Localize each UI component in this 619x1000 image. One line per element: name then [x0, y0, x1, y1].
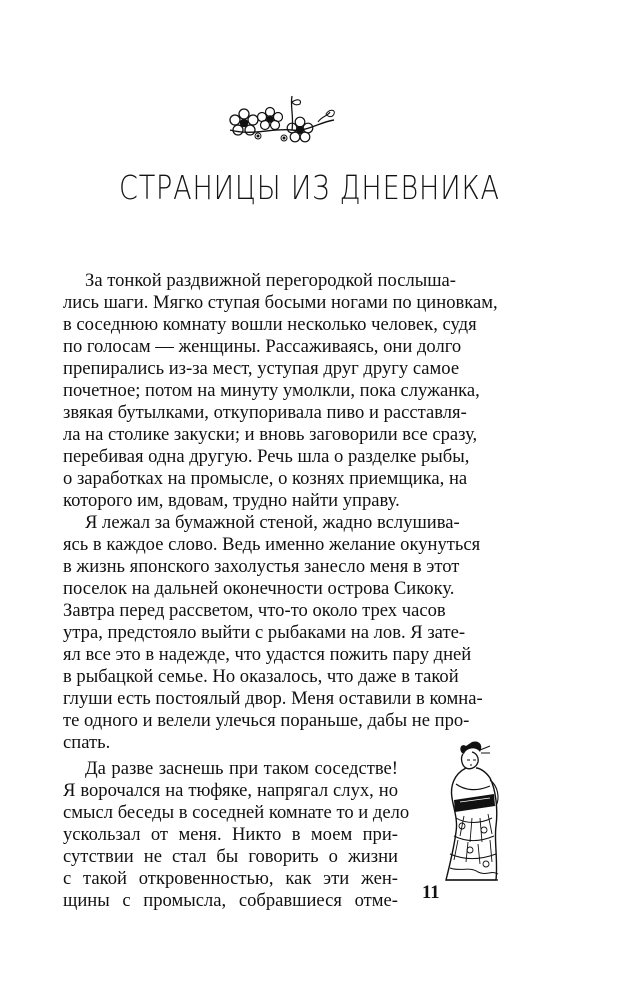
text-line: ла на столике закуски; и вновь заговорили все сразу, — [63, 424, 478, 445]
text-line: которого им, вдовам, трудно найти управу. — [63, 490, 400, 511]
text-line: Я лежал за бумажной стеной, жадно вслушива- — [85, 512, 460, 533]
chapter-title: СТРАНИЦЫ ИЗ ДНЕВНИКА — [118, 168, 500, 207]
text-line: о заработках на промысле, о кознях приемщика, на — [63, 468, 468, 489]
text-line: лись шаги. Мягко ступая босыми ногами по циновкам, — [63, 292, 498, 313]
page-number: 11 — [422, 882, 440, 903]
text-line: по голосам — женщины. Рассаживаясь, они долго — [63, 336, 462, 357]
text-line: спать. — [63, 732, 111, 753]
text-line: в жизнь японского захолустья занесло меня в этот — [63, 556, 460, 577]
text-line: глуши есть постоялый двор. Меня оставили в комна- — [63, 688, 483, 709]
text-line: Завтра перед рассветом, что-то около трех часов — [63, 600, 446, 621]
text-line: сутствии не стал бы говорить о жизни — [63, 846, 398, 867]
text-line: в рыбацкой семье. Но оказалось, что даже в такой — [63, 666, 459, 687]
text-line: смысл беседы в соседней комнате то и дело — [63, 802, 410, 823]
cherry-blossom-ornament-icon — [222, 92, 340, 150]
text-line: За тонкой раздвижной перегородкой послыша- — [85, 270, 456, 291]
text-line: перебивая одна другую. Речь шла о разделке рыбы, — [63, 446, 470, 467]
text-line: с такой откровенностью, как эти жен- — [63, 868, 398, 889]
text-line: ял все это в надежде, что удастся пожить пару дней — [63, 644, 472, 665]
text-line: поселок на дальней оконечности острова Сикоку. — [63, 578, 455, 599]
text-line: почетное; потом на минуту умолкли, пока служанка, — [63, 380, 480, 401]
text-line: ускользал от меня. Никто в моем при- — [63, 824, 398, 845]
text-line: препирались из-за мест, уступая друг другу самое — [63, 358, 460, 379]
text-line: щины с промысла, собравшиеся отме- — [63, 890, 398, 911]
text-line: утра, предстояло выйти с рыбаками на лов. Я зате- — [63, 622, 466, 643]
text-line: в соседнюю комнату вошли несколько человек, судя — [63, 314, 477, 335]
text-line: те одного и велели улечься пораньше, дабы не про- — [63, 710, 470, 731]
text-line: ясь в каждое слово. Ведь именно желание окунуться — [63, 534, 481, 555]
text-line: звякая бутылками, откупоривала пиво и расставля- — [63, 402, 467, 423]
text-line: Я ворочался на тюфяке, напрягал слух, но — [63, 780, 398, 801]
geisha-figure-illustration-icon — [436, 740, 510, 890]
text-line: Да разве заснешь при таком соседстве! — [85, 758, 398, 779]
